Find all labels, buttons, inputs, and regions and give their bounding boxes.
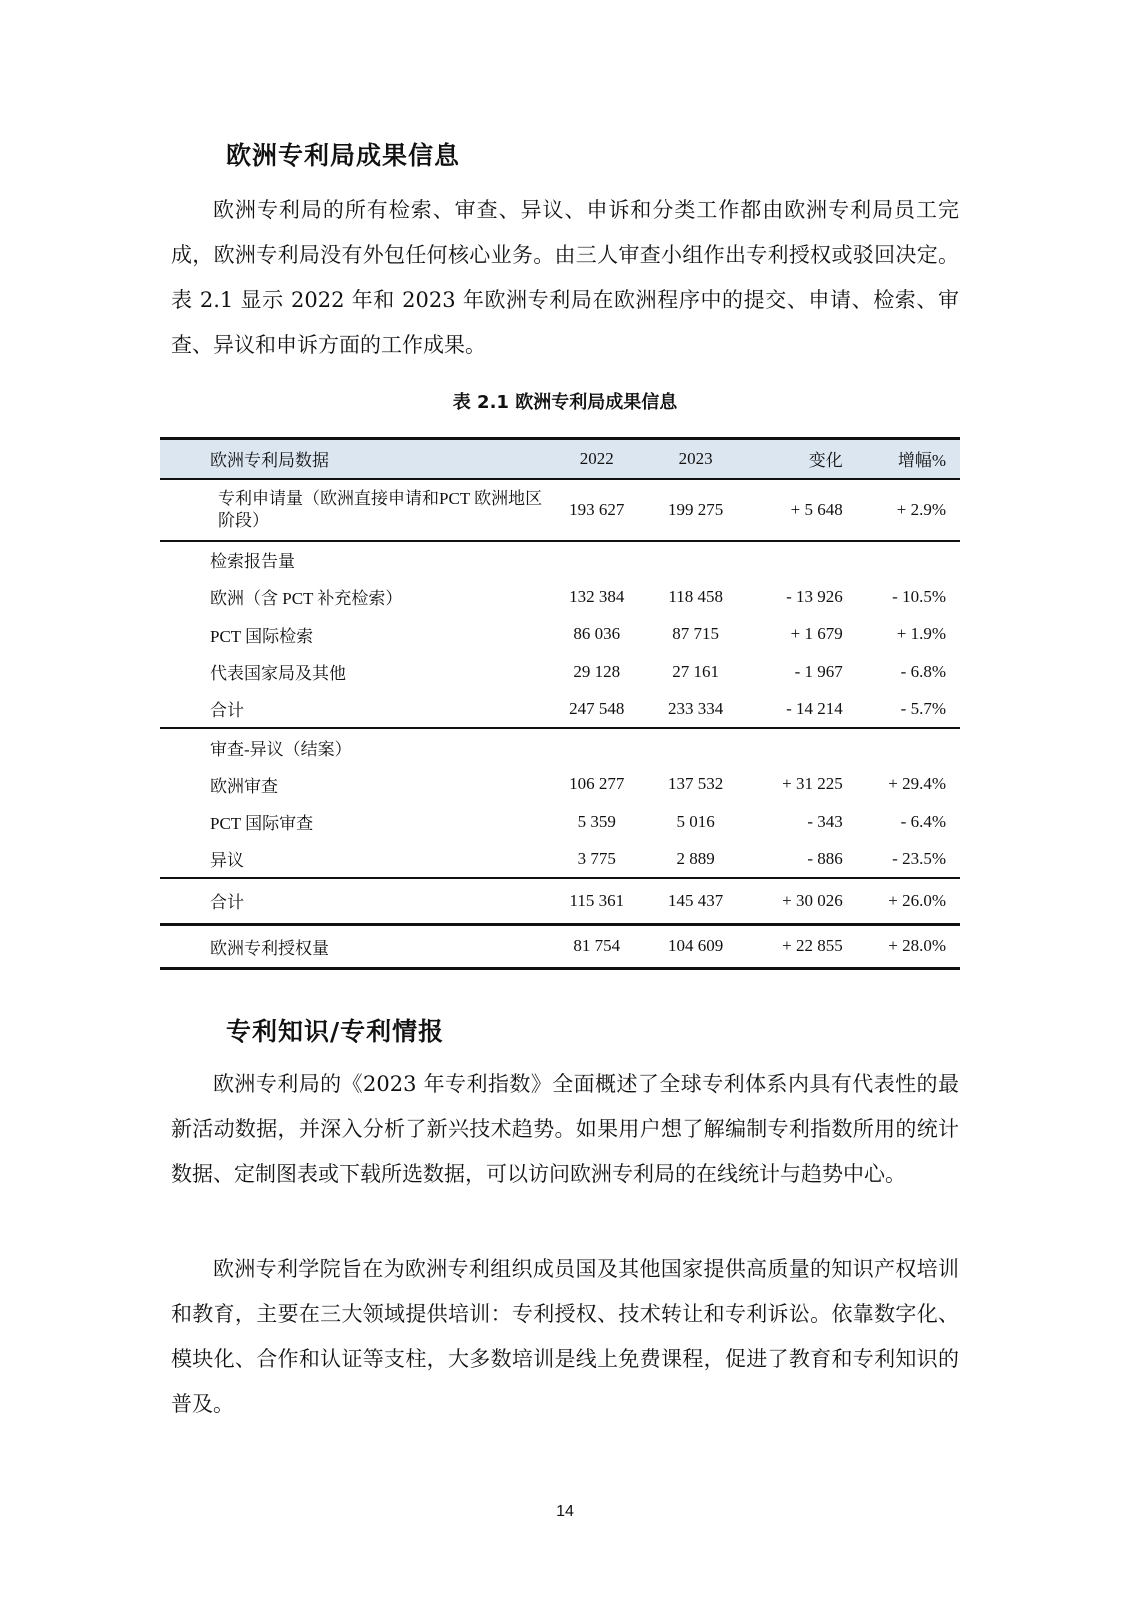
row-label: 合计: [210, 893, 244, 913]
table-row: [160, 616, 960, 654]
table-row-grants: [160, 924, 960, 968]
table-row: [160, 766, 960, 804]
cell-2022: 3 775: [577, 848, 616, 868]
section-heading-knowledge: 专利知识/专利情报: [226, 1017, 445, 1046]
header-2023: 2023: [678, 448, 713, 468]
row-label: 异议: [210, 851, 244, 871]
table-row-total: [160, 691, 960, 729]
cell-change: + 30 026: [782, 890, 843, 910]
cell-pct: + 2.9%: [896, 499, 946, 519]
results-table: [160, 437, 960, 970]
row-label: 欧洲（含 PCT 补充检索）: [210, 589, 403, 609]
row-label: 欧洲专利授权量: [210, 938, 329, 958]
patent-academy-paragraph: 欧洲专利学院旨在为欧洲专利组织成员国及其他国家提供高质量的知识产权培训和教育，主要在三大领域提供培训：专利授权、技术转让和专利诉讼。依靠数字化、模块化、合作和认证等支柱，大多数培训是线上免费课程，促进了教育和专利知识的普及。: [171, 1257, 959, 1416]
header-change: 变化: [808, 451, 843, 471]
page-number: 14: [556, 1503, 574, 1520]
cell-2022: 106 277: [569, 774, 625, 794]
cell-2023: 87 715: [672, 624, 720, 644]
group-title-search: 检索报告量: [210, 552, 295, 572]
cell-change: - 886: [807, 848, 843, 868]
header-pct: 增幅%: [897, 451, 946, 471]
cell-pct: - 6.4%: [900, 811, 946, 831]
table-row: [160, 578, 960, 616]
cell-2022: 247 548: [569, 698, 625, 718]
cell-pct: + 28.0%: [888, 936, 946, 955]
cell-2022: 5 359: [577, 811, 616, 831]
row-label: 欧洲审查: [210, 776, 278, 796]
table-caption: 表 2.1 欧洲专利局成果信息: [452, 392, 678, 413]
cell-change: - 14 214: [786, 698, 843, 718]
cell-2022: 115 361: [569, 890, 625, 910]
patent-index-paragraph: 欧洲专利局的《2023 年专利指数》全面概述了全球专利体系内具有代表性的最新活动数据，并深入分析了新兴技术趋势。如果用户想了解编制专利指数所用的统计数据、定制图表或下载所选数据，可以访问欧洲专利局的在线统计与趋势中心。: [171, 1072, 959, 1186]
cell-change: + 22 855: [782, 936, 843, 955]
table-header-row: [160, 439, 960, 479]
cell-2023: 233 334: [668, 698, 724, 718]
cell-pct: - 23.5%: [892, 848, 946, 868]
cell-pct: - 6.8%: [900, 661, 946, 681]
row-label: PCT 国际审查: [210, 814, 314, 834]
results-paragraph: 欧洲专利局的所有检索、审查、异议、申诉和分类工作都由欧洲专利局员工完成，欧洲专利局没有外包任何核心业务。由三人审查小组作出专利授权或驳回决定。表 2.1 显示 2022 年和 2023 年欧洲专利局在欧洲程序中的提交、申请、检索、审查、异议和申诉方面的工作成果。: [171, 198, 959, 357]
row-label: 合计: [210, 701, 244, 721]
cell-pct: - 10.5%: [892, 586, 946, 606]
cell-change: + 31 225: [782, 774, 843, 794]
cell-2023: 2 889: [676, 848, 715, 868]
group-title-row: [160, 728, 960, 766]
table-row: [160, 653, 960, 691]
cell-2023: 118 458: [668, 586, 723, 606]
cell-2023: 104 609: [668, 936, 724, 955]
row-label: 专利申请量（欧洲直接申请和PCT 欧洲地区阶段）: [218, 488, 543, 530]
cell-change: - 343: [807, 811, 843, 831]
table-row-total: [160, 878, 960, 924]
table-row: [160, 803, 960, 841]
cell-change: + 1 679: [790, 624, 843, 644]
table-row: [160, 841, 960, 879]
cell-2023: 5 016: [676, 811, 715, 831]
cell-change: - 13 926: [786, 586, 843, 606]
row-label: PCT 国际检索: [210, 626, 314, 646]
group-title-exam: 审查-异议（结案）: [210, 739, 352, 759]
cell-2023: 145 437: [668, 890, 724, 910]
cell-2022: 81 754: [573, 936, 621, 955]
header-label: 欧洲专利局数据: [210, 451, 329, 471]
cell-pct: + 1.9%: [896, 624, 946, 644]
header-2022: 2022: [579, 448, 614, 468]
table-row: [160, 479, 960, 541]
cell-2022: 193 627: [569, 499, 625, 519]
cell-pct: - 5.7%: [900, 698, 946, 718]
row-label: 代表国家局及其他: [210, 664, 346, 684]
cell-2022: 132 384: [569, 586, 625, 606]
group-title-row: [160, 541, 960, 579]
cell-2023: 27 161: [672, 661, 720, 681]
section-heading-results: 欧洲专利局成果信息: [226, 141, 461, 170]
cell-change: + 5 648: [790, 499, 843, 519]
cell-2023: 199 275: [668, 499, 724, 519]
cell-2022: 86 036: [573, 624, 621, 644]
cell-pct: + 26.0%: [888, 890, 946, 910]
cell-pct: + 29.4%: [888, 774, 946, 794]
cell-2023: 137 532: [668, 774, 724, 794]
cell-2022: 29 128: [573, 661, 621, 681]
cell-change: - 1 967: [794, 661, 843, 681]
